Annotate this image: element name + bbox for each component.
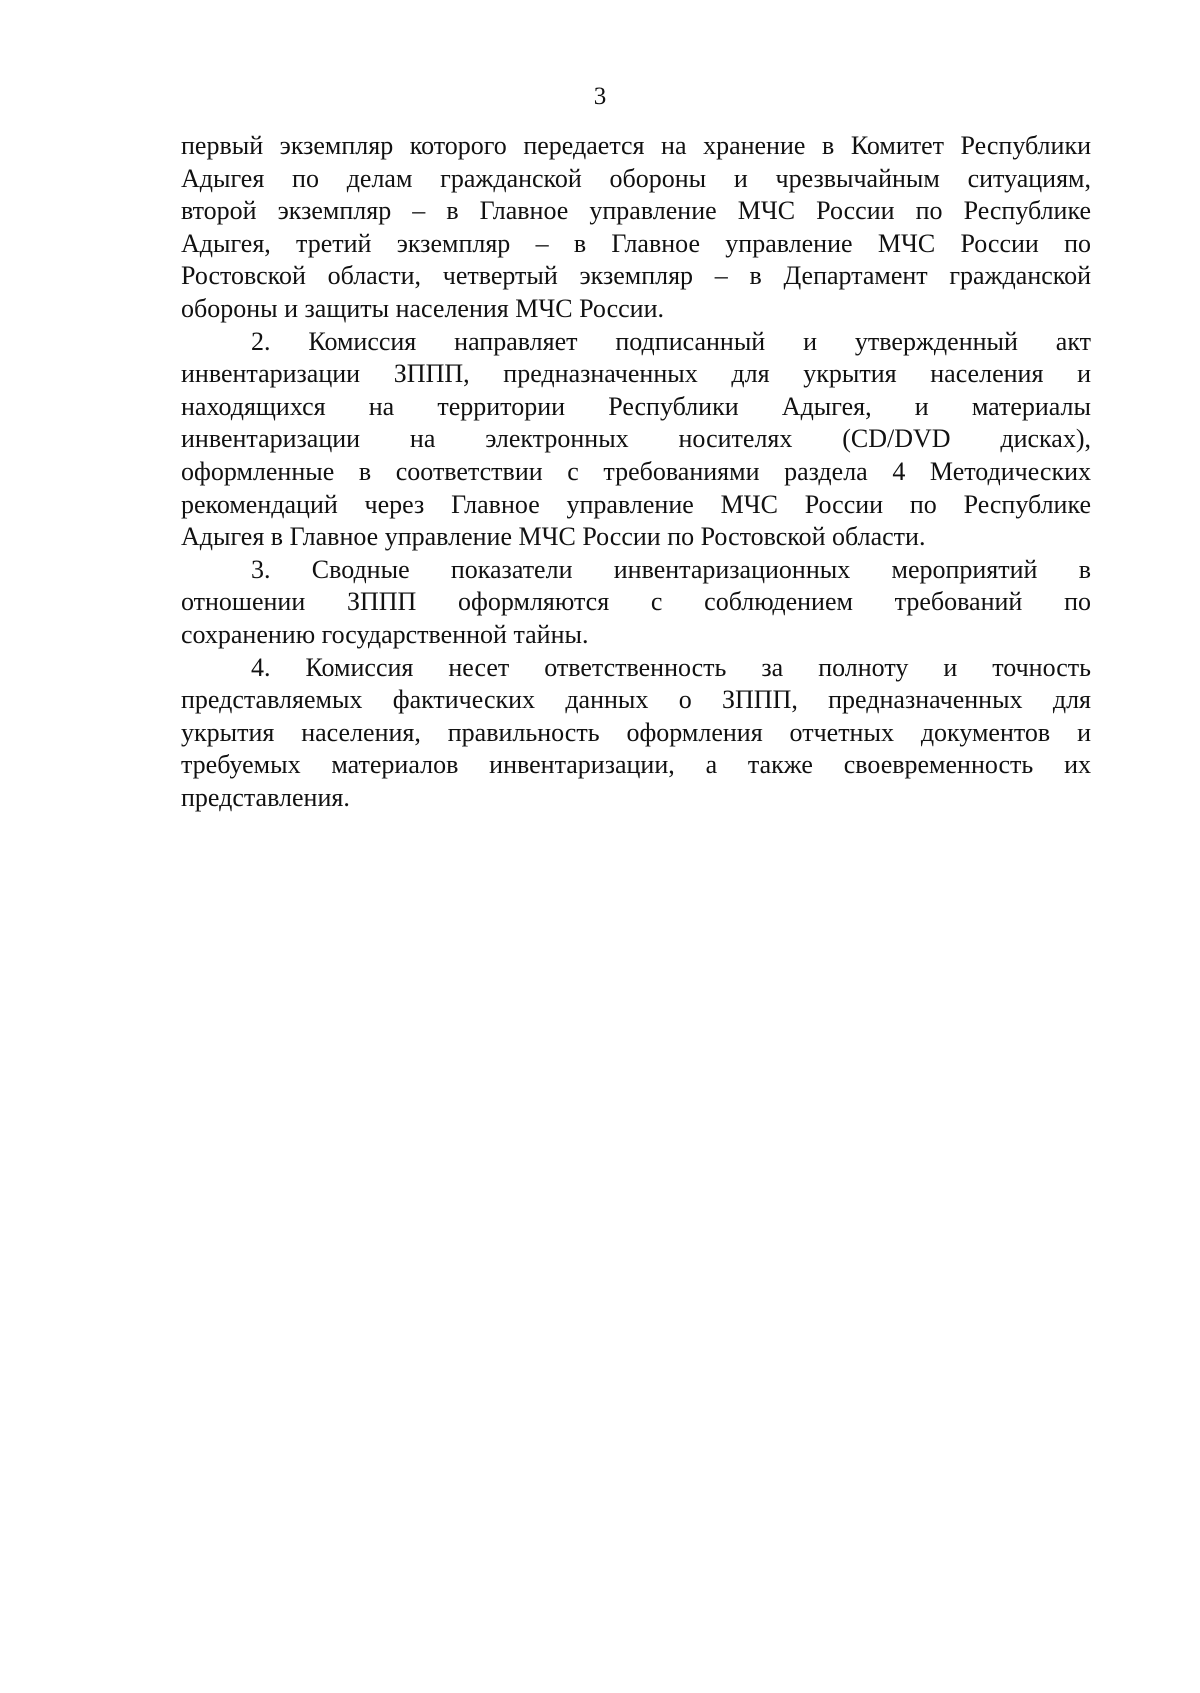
text-line: Адыгея по делам гражданской обороны и чрезвычайным ситуациям, (181, 163, 1091, 193)
text-line: находящихся на территории Республики Адыгея, и материалы (181, 391, 1091, 421)
paragraph-item-2 (181, 326, 1091, 554)
text-line: 2. Комиссия направляет подписанный и утвержденный акт (251, 326, 1091, 356)
text-line: Адыгея в Главное управление МЧС России по Ростовской области. (181, 522, 926, 552)
text-line: инвентаризации ЗППП, предназначенных для укрытия населения и (181, 359, 1091, 389)
text-line: отношении ЗППП оформляются с соблюдением требований по (181, 587, 1091, 617)
page-number: 3 (593, 83, 607, 110)
text-line: Адыгея, третий экземпляр – в Главное управление МЧС России по (181, 228, 1091, 258)
text-line: требуемых материалов инвентаризации, а также своевременность их (181, 750, 1091, 780)
text-line: второй экземпляр – в Главное управление МЧС России по Республике (181, 196, 1091, 226)
paragraph-item-3 (181, 554, 1091, 652)
text-line: 3. Сводные показатели инвентаризационных мероприятий в (251, 554, 1091, 584)
text-line: инвентаризации на электронных носителях (CD/DVD дисках), (181, 424, 1091, 454)
text-line: рекомендаций через Главное управление МЧС России по Республике (181, 489, 1091, 519)
text-line: Ростовской области, четвертый экземпляр – в Департамент гражданской (181, 261, 1091, 291)
paragraph-continuation (181, 130, 1091, 326)
paragraph-item-4 (181, 652, 1091, 815)
text-line: сохранению государственной тайны. (181, 619, 589, 649)
text-line: оформленные в соответствии с требованиями раздела 4 Методических (181, 456, 1091, 486)
document-body (181, 130, 1091, 814)
text-line: обороны и защиты населения МЧС России. (181, 293, 664, 323)
text-line: 4. Комиссия несет ответственность за полноту и точность (251, 652, 1091, 682)
text-line: представления. (181, 782, 350, 812)
text-line: укрытия населения, правильность оформления отчетных документов и (181, 717, 1091, 747)
text-line: первый экземпляр которого передается на хранение в Комитет Республики (181, 131, 1091, 160)
text-line: представляемых фактических данных о ЗППП, предназначенных для (181, 685, 1091, 715)
